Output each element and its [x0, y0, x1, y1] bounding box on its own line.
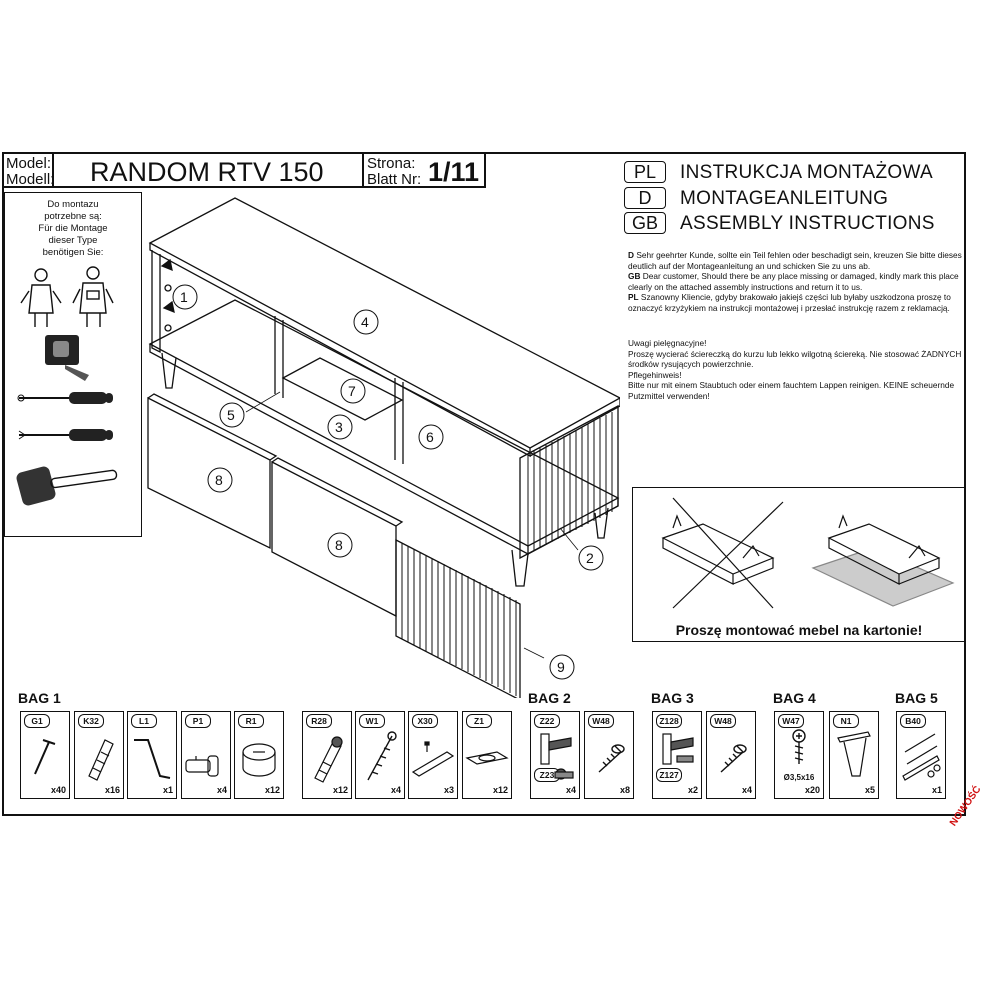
part-b40: B40 x1 [896, 711, 946, 799]
allen-key-icon [134, 740, 170, 778]
part-w1: W1 x4 [355, 711, 405, 799]
part-w48-bag2: W48 x8 [584, 711, 634, 799]
wall-anchor-kit-icon [903, 734, 940, 780]
part-x30: X30 x3 [408, 711, 458, 799]
hinge-icon [541, 734, 573, 779]
carton-notice-box [632, 487, 966, 642]
bag-1-label: BAG 1 [18, 690, 61, 706]
part-k32: K32 x16 [74, 711, 124, 799]
callout-2: 2 [586, 550, 594, 566]
wood-screw-icon [793, 730, 805, 764]
hinge-icon [663, 734, 693, 764]
part-g1: G1 x40 [20, 711, 70, 799]
callout-7: 7 [348, 383, 356, 399]
title-gb: ASSEMBLY INSTRUCTIONS [680, 213, 935, 234]
care-heading-de: Pflegehinweis! [628, 369, 682, 380]
new-stamp: NOWOŚĆ [948, 784, 984, 829]
notice-gb: GB Dear customer, Should there be any place missing or damaged, kindly mark this place clearly on the attached assembly instructions and return it to us. [628, 271, 959, 292]
model-label-de: Modell: [6, 171, 55, 188]
part-r28: R28 x12 [302, 711, 352, 799]
part-l1: L1 x1 [127, 711, 177, 799]
short-screw-icon [721, 745, 746, 772]
carton-notice-text: Proszę montować mebel na kartonie! [675, 622, 923, 638]
furniture-leg-icon [838, 732, 870, 776]
page-label-pl: Strona: [367, 155, 416, 172]
notice-pl: PL Szanowny Kliencie, gdyby brakowało jakiejś części lub byłaby uszkodzona proszę to oznaczyć krzyżykiem na instrukcji montażowej i przesłać instrukcję razem z reklamacją. [628, 292, 951, 313]
care-text-pl: Proszę wycierać ściereczką do kurzu lub lekko wilgotną ściereką. Nie stosować ŻADNYCH środków rysujących powierzchnie. [628, 348, 962, 369]
cover-cap-icon [467, 752, 507, 764]
tools-note: Do montazu potrzebne są: Für die Montage dieser Type benötigen Sie: [38, 199, 108, 258]
carton-floor-icon [813, 516, 953, 606]
lang-code-gb: GB [624, 212, 666, 234]
title-d: MONTAGEANLEITUNG [680, 188, 889, 209]
callout-4: 4 [361, 314, 369, 330]
nail-icon [35, 740, 55, 774]
part-z22-z23: Z22 Z23 x4 [530, 711, 580, 799]
care-heading-pl: Uwagi pielęgnacyjne! [628, 338, 707, 348]
shelf-support-icon [413, 742, 453, 776]
dowel-icon [89, 740, 113, 780]
part-r1: R1 x12 [234, 711, 284, 799]
cam-lock-icon [243, 744, 275, 776]
model-label-pl: Model: [6, 155, 52, 172]
model-name: RANDOM RTV 150 [90, 157, 324, 187]
connector-pin-icon [186, 756, 218, 776]
bag-2-label: BAG 2 [528, 690, 571, 706]
part-z128-z127: Z128 Z127 x2 [652, 711, 702, 799]
page-number: 1/11 [428, 157, 480, 187]
part-z1: Z1 x12 [462, 711, 512, 799]
wrong-floor-icon [663, 498, 783, 608]
cam-bolt-icon [315, 737, 342, 782]
short-screw-icon [599, 745, 624, 772]
part-n1: N1 x5 [829, 711, 879, 799]
callout-6: 6 [426, 429, 434, 445]
bag-3-label: BAG 3 [651, 690, 694, 706]
callout-8b: 8 [335, 537, 343, 553]
lang-code-d: D [624, 187, 666, 209]
lang-code-pl: PL [624, 161, 666, 183]
callout-9: 9 [557, 659, 565, 675]
screw-icon [368, 732, 396, 780]
page-label-de: Blatt Nr: [367, 171, 422, 188]
care-text-de: Bitte nur mit einem Staubtuch oder einem fauchtem Lappen reinigen. KEINE scheuernde Putzmittel verwenden! [628, 380, 955, 401]
bag-4-label: BAG 4 [773, 690, 816, 706]
callout-5: 5 [227, 407, 235, 423]
part-w47: W47 Ø3,5x16 x20 [774, 711, 824, 799]
bag-5-label: BAG 5 [895, 690, 938, 706]
part-w48-bag3: W48 x4 [706, 711, 756, 799]
notice-d: D Sehr geehrter Kunde, sollte ein Teil fehlen oder beschadigt sein, kreuzen Sie bitte dieses deutlich auf der Montageanleitung an und schicken Sie zu uns ab. [628, 250, 962, 271]
callout-3: 3 [335, 419, 343, 435]
callout-1: 1 [180, 289, 188, 305]
part-p1: P1 x4 [181, 711, 231, 799]
title-pl: INSTRUKCJA MONTAŻOWA [680, 162, 933, 183]
callout-8a: 8 [215, 472, 223, 488]
